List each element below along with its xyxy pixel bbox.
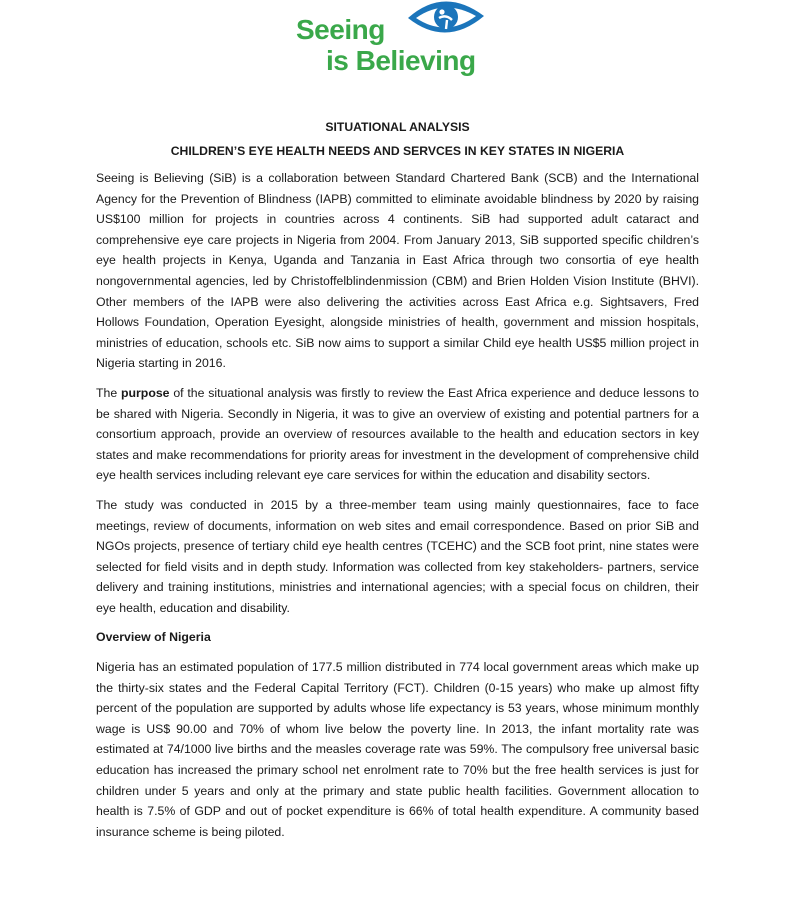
logo-text-line1: Seeing	[296, 14, 385, 45]
document-body	[96, 118, 699, 851]
study-paragraph: The study was conducted in 2015 by a three-member team using mainly questionnaires, face to face meetings, review of documents, information on web sites and email correspondence. Based on prior SiB and NGOs projects, presence of tertiary child eye health centres (TCEHC) and the SCB foot print, nine states were selected for field visits and in depth study. Information was collected from key stakeholders- partners, service delivery and training institutions, ministries and international agencies; with a special focus on children, their eye health, education and disability.	[96, 497, 699, 615]
eye-icon	[406, 0, 486, 50]
page-subtitle: CHILDREN’S EYE HEALTH NEEDS AND SERVCES IN KEY STATES IN NIGERIA	[170, 144, 625, 158]
seeing-is-believing-logo	[294, 0, 494, 80]
purpose-paragraph	[96, 383, 699, 486]
intro-paragraph: Seeing is Believing (SiB) is a collaboration between Standard Chartered Bank (SCB) and the International Agency for the Prevention of Blindness (IAPB) committed to eliminate avoidable blindness by 2020 by raising US$100 million for projects in countries across 4 continents. SiB had supported adult cataract and comprehensive eye care projects in Nigeria from 2004. From January 2013, SiB supported specific children’s eye health projects in Kenya, Uganda and Tanzania in East Africa through two consortia of eye health nongovernmental agencies, led by Christoffelblindenmission (CBM) and Brien Holden Vision Institute (BHVI). Other members of the IAPB were also delivering the activities across East Africa e.g. Sightsavers, Fred Hollows Foundation, Operation Eyesight, alongside ministries of health, government and mission hospitals, ministries of education, schools etc. SiB now aims to support a similar Child eye health US$5 million project in Nigeria starting in 2016.	[96, 171, 699, 371]
page-title: SITUATIONAL ANALYSIS	[325, 120, 470, 134]
purpose-prefix: The	[96, 385, 118, 400]
purpose-rest: of the situational analysis was firstly to review the East Africa experience and deduce lessons to be shared with Nigeria. Secondly in Nigeria, it was to give an overview of existing and potential partners for a consortium approach, provide an overview of resources available to the health and education sectors in key states and make recommendations for priority areas for investment in the development of comprehensive child eye health services including relevant eye care services for within the education and disability sectors.	[96, 385, 700, 483]
overview-paragraph: Nigeria has an estimated population of 177.5 million distributed in 774 local government areas which make up the thirty-six states and the Federal Capital Territory (FCT). Children (0-15 years) who make up almost fifty percent of the population are supported by adults whose life expectancy is 53 years, whose minimum monthly wage is US$ 90.00 and 70% of whom live below the poverty line. In 2013, the infant mortality rate was estimated at 74/1000 live births and the measles coverage rate was 59%. The compulsory free universal basic education has increased the primary school net enrolment rate to 70% but the free health services is just for children under 5 years and only at the primary and state public health facilities. Government allocation to health is 7.5% of GDP and out of pocket expenditure is 66% of total health expenditure. A community based insurance scheme is being piloted.	[96, 660, 699, 839]
purpose-bold-word: purpose	[121, 385, 170, 400]
logo-text-line2: is Believing	[326, 45, 476, 76]
section-heading-overview: Overview of Nigeria	[96, 630, 211, 645]
